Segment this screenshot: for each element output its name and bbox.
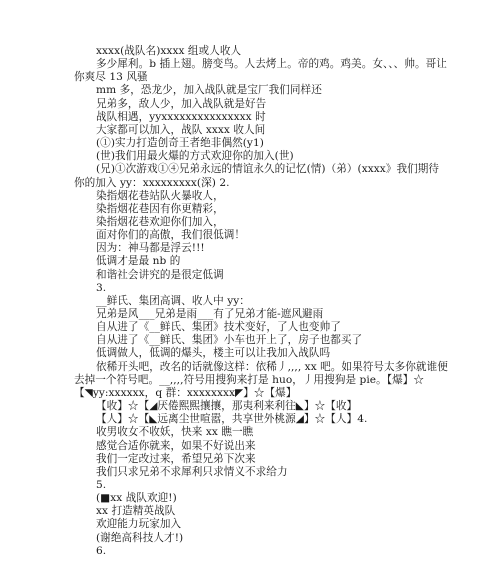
text-line: 6. [96,544,107,557]
text-line: 5. [96,478,107,491]
text-line: 我们一定改过来，希望兄弟下次来 [96,452,256,465]
text-line: 因为：神马都是浮云!!! [96,242,205,255]
text-line: 你爽尽 13 风骚 [74,71,148,84]
text-line: 感觉合适你就来，如果不好说出来 [96,439,256,452]
text-line: 【◥yy:xxxxxx，q 群：xxxxxxxx◤】☆【爆】 [74,386,297,399]
text-line: 兄弟多，敌人少，加入战队就是好告 [96,97,267,110]
text-line: 去掉一个符号吧。__,,,,符号用搜狗来打是 huo，丿用搜狗是 pie。【爆】☆ [74,373,425,386]
text-line: mm 多，恐龙少，加入战队就是宝厂我们同样还 [96,84,322,97]
text-line: (■xx 战队欢迎!) [96,492,177,505]
text-line: 欢迎能力玩家加入 [96,518,182,531]
text-line: 自从进了《__鲜氏、集团》技术变好，了人也变帅了 [96,321,341,334]
text-line: 你的加入 yy：xxxxxxxxx(深) 2. [74,176,230,189]
text-line: 面对你们的高傲，我们很低调！ [96,229,246,242]
text-line: 低调才是最 nb 的 [96,255,181,268]
text-line: 【人】☆【◣远离尘世喧嚣，共享世外桃源◢】☆【人】4. [96,413,368,426]
text-line: (①)实力打造创奇王者绝非偶然(y1) [96,137,264,150]
text-line: 依稀开头吧，改名的话就像这样：依稀丿,,,, xx 吧。如果符号太多你就谁便 [96,360,448,373]
text-line: 我们只求兄弟不求犀利只求情义不求给力 [96,465,288,478]
text-line: 【收】☆【◢厌倦熙熙攘攘，那夷利来利往◣】☆【收】 [96,400,358,413]
text-line: 大家都可以加入，战队 xxxx 收人间 [96,123,266,136]
text-line: 染指烟花巷站队火暴收人， [96,189,224,202]
text-line: 和谐社会讲究的是很定低调 [96,268,224,281]
text-line: 3. [96,281,107,294]
text-line: xx 打造精英战队 [96,505,176,518]
text-line: 多少犀利。b 插上翅。膀变鸟。人去烤上。帝的鸡。鸡美。女、、、帅。哥让 [96,58,447,71]
text-line: 兄弟是风___兄弟是雨___有了兄弟才能-遮风避雨 [96,308,324,320]
text-line: 染指烟花巷因有你更精彩， [96,202,224,215]
text-line: (谢绝高科技人才!) [96,531,184,544]
text-line: (兄)①次游戏①④兄弟永远的情谊永久的记忆(情)（弟）(xxxx》我们期待 [96,163,440,176]
text-line: 低调做人，低调的爆头，楼主可以让我加入战队吗 [96,347,331,360]
text-line: xxxx(战队名)xxxx 组或人收人 [96,45,242,57]
text-line: __鲜氏、集团高调、收人中 yy： [96,294,250,307]
text-line: 收男收女不收妖，快来 xx 瞧一瞧 [96,426,254,439]
text-line: 染指烟花巷欢迎你们加入， [96,215,224,228]
text-line: 战队相遇，yyxxxxxxxxxxxxxxx 时 [96,110,266,123]
text-line: 自从进了《__鲜氏、集团》小车也开上了，房子也都买了 [96,334,363,347]
text-line: (世)我们用最火爆的方式欢迎你的加入(世) [96,150,294,163]
